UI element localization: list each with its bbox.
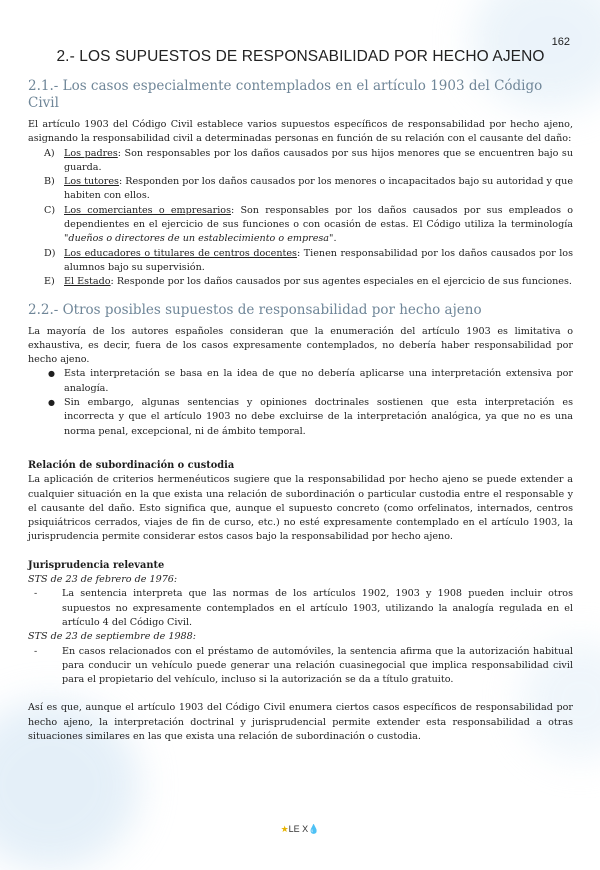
section-heading-2-2: 2.2.- Otros posibles supuestos de responsabilidad por hecho ajeno (28, 301, 482, 318)
case-list (28, 645, 573, 688)
bullet-icon: ● (48, 398, 55, 408)
conclusion-paragraph: Así es que, aunque el artículo 1903 del Código Civil enumera ciertos casos específicos de responsabilidad por hecho ajeno, la interpretación doctrinal y jurisprudencial permite extender esta responsabilidad a otras situaciones similares en las que exista una relación de subordinación o custodia. (28, 702, 573, 742)
section-intro: La mayoría de los autores españoles consideran que la enumeración del artículo 1903 es limitativa o exhaustiva, es decir, fuera de los casos expresamente contemplados, no debería haber responsabilidad por hecho ajeno. (28, 325, 573, 366)
bullet-list (28, 367, 573, 438)
page-number: 162 (551, 36, 570, 48)
subheading-jurisprudencia: Jurisprudencia relevante (28, 559, 165, 571)
case-date: STS de 23 de septiembre de 1988: (28, 631, 196, 643)
drop-icon: 💧 (308, 824, 320, 834)
list-item: B) Los tutores: Responden por los daños causados por los menores o incapacitados bajo su autoridad y que habiten con ellos. (44, 176, 573, 202)
lettered-list (28, 147, 573, 290)
paragraph: La aplicación de criterios hermenéuticos sugiere que la responsabilidad por hecho ajeno se puede extender a cualquier situación en la que exista una relación de subordinación o particular custodia entre el responsable y el causante del daño. Esto significa que, aunque el supuesto concreto (como orfelinatos, internados, centros psiquiátricos cerrados, viajes de fin de curso, etc.) no esté expresamente contemplado en el artículo 1903, la jurisprudencia permite considerar estos casos bajo la responsabilidad por hecho ajeno. (28, 474, 573, 543)
list-item: - La sentencia interpreta que las normas de los artículos 1902, 1903 y 1908 pueden incluir otros supuestos no expresamente contemplados en el artículo 1903, utilizando la analogía regulada en el artículo 4 del Código Civil. (34, 588, 573, 628)
list-item: C) Los comerciantes o empresarios: Son responsables por los daños causados por sus empleados o dependientes en el ejercicio de sus funciones o con ocasión de estas. El Código utiliza la terminología "dueños o directores de un establecimiento o empresa". (44, 204, 573, 245)
list-item: - En casos relacionados con el préstamo de automóviles, la sentencia afirma que la autorización habitual para conducir un vehículo puede generar una relación cuasinegocial que implica responsabilidad civil para el propietario del vehículo, incluso si la autorización se da a título gratuito. (34, 645, 573, 686)
list-item: ● Sin embargo, algunas sentencias y opiniones doctrinales sostienen que esta interpretación es incorrecta y que el artículo 1903 no debe excluirse de la interpretación analógica, ya que no es una norma penal, excepcional, ni de ámbito temporal. (48, 396, 573, 439)
list-item: A) Los padres: Son responsables por los daños causados por sus hijos menores que se encuentren bajo su guarda. (44, 147, 573, 173)
section-intro: El artículo 1903 del Código Civil establece varios supuestos específicos de responsabilidad por hecho ajeno, asignando la responsabilidad civil a determinadas personas en función de su relación con el causante del daño: (28, 119, 573, 145)
star-icon: ★ (280, 824, 289, 834)
footer-logo: ★LE X💧 (280, 824, 320, 834)
section-heading-2-1: 2.1.- Los casos especialmente contemplados en el artículo 1903 del Código Civil (28, 78, 543, 111)
bullet-icon: ● (48, 369, 55, 379)
case-list (28, 587, 573, 630)
list-item: ● Esta interpretación se basa en la idea de que no debería aplicarse una interpretación extensiva por analogía. (48, 367, 573, 396)
subheading-subordinacion: Relación de subordinación o custodia (28, 459, 235, 471)
page-title: 2.- LOS SUPUESTOS DE RESPONSABILIDAD POR HECHO AJENO (56, 48, 545, 65)
case-date: STS de 23 de febrero de 1976: (28, 574, 178, 586)
document-body (28, 48, 573, 744)
list-item: D) Los educadores o titulares de centros docentes: Tienen responsabilidad por los daños causados por los alumnos bajo su supervisión. (44, 247, 573, 273)
list-item: E) El Estado: Responde por los daños causados por sus agentes especiales en el ejercicio de sus funciones. (44, 276, 572, 288)
